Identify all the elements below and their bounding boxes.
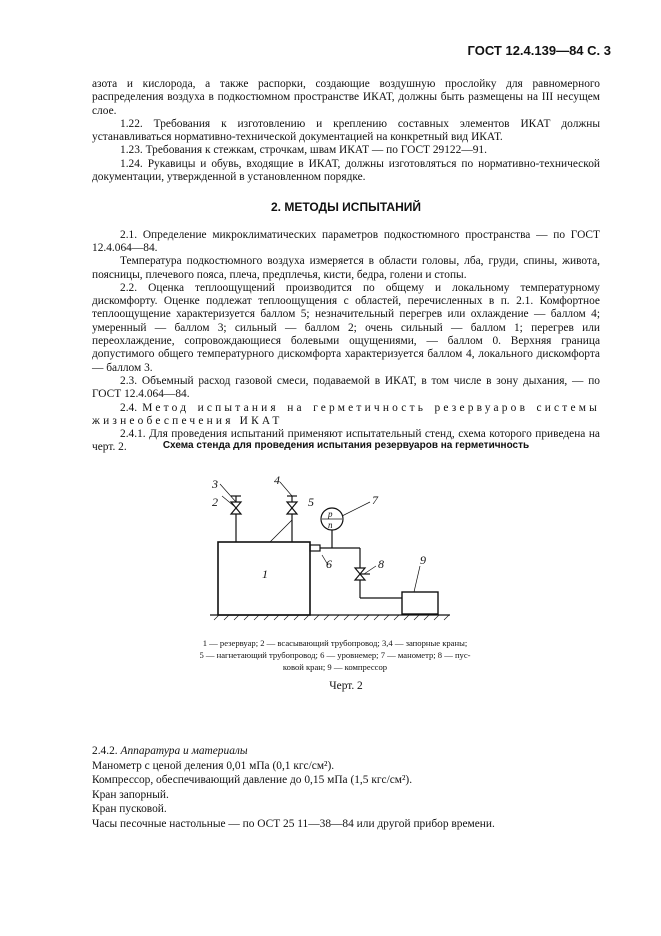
start-valve <box>355 568 370 580</box>
equipment-section <box>92 744 600 831</box>
paragraph-method <box>92 402 600 429</box>
label-level-gauge: 6 <box>326 557 332 571</box>
label-suction-pipe: 2 <box>212 495 218 509</box>
paragraph-equipment-heading <box>92 744 600 759</box>
equipment-item: Кран запорный. <box>92 788 169 801</box>
label-shutoff-valve-4: 4 <box>274 473 280 487</box>
page-header: ГОСТ 12.4.139—84 С. 3 <box>467 43 611 58</box>
test-stand-diagram <box>200 470 470 630</box>
equipment-item: Манометр с ценой деления 0,01 мПа (0,1 кгс/см²). <box>92 759 335 772</box>
paragraph: 1.22. Требования к изготовлению и креплению составных элементов ИКАТ должны устанавливаться нормативно-технической документацией на конкретный вид ИКАТ. <box>92 117 600 144</box>
diagram-title: Схема стенда для проведения испытания резервуаров на герметичность <box>162 440 530 451</box>
legend-line: ковой кран; 9 — компрессор <box>282 662 388 672</box>
manometer-mark-bottom: n <box>328 520 333 530</box>
body-text <box>92 78 600 455</box>
equipment-heading: Аппаратура и материалы <box>120 745 248 757</box>
section-heading: 2. МЕТОДЫ ИСПЫТАНИЙ <box>271 200 421 215</box>
label-shutoff-valve-3: 3 <box>212 477 218 491</box>
paragraph: 1.24. Рукавицы и обувь, входящие в ИКАТ, должны изготовляться по нормативно-технической документации, утвержденной в установленном порядке. <box>92 157 600 184</box>
diagram-legend <box>170 637 500 673</box>
figure-caption: Черт. 2 <box>329 680 363 692</box>
label-compressor: 9 <box>420 553 426 567</box>
legend-line: 1 — резервуар; 2 — всасывающий трубопровод; 3,4 — запорные краны; <box>202 638 468 648</box>
label-discharge-pipe: 5 <box>308 495 314 509</box>
method-title: Метод испытания на герметичность резервуаров системы жизнеобеспечения ИКАТ <box>92 401 600 427</box>
shutoff-valve-4 <box>287 496 297 514</box>
label-reservoir: 1 <box>262 567 268 581</box>
equipment-item: Компрессор, обеспечивающий давление до 0,15 мПа (1,5 кгс/см²). <box>92 774 413 786</box>
paragraph: 2.2. Оценка теплоощущений производится по общему и локальному температурному дискомфорту. Оценке подлежат теплоощущения с областей, перечисленных в п. 2.1. Комфортное теплоощущение характеризуется баллом 5; незначительный перегрев или охлаждение — баллом 4; умеренный — баллом 3; сильный — баллом 2; очень сильный — баллом 1; перегрев или переохлаждение, сопровождающиеся болевыми ощущениями, — баллом 0. Верхняя граница допустимого общего температурного дискомфорта характеризуется баллом 4, локального дискомфорта — баллом 3. <box>92 281 600 374</box>
paragraph: Температура подкостюмного воздуха измеряется в области головы, лба, груди, спины, живота, поясницы, плечевого пояса, плеча, предплечья, кисти, бедра, голени и стопы. <box>92 255 600 281</box>
level-gauge <box>310 545 320 551</box>
paragraph: 2.4.1. Для проведения испытаний применяют испытательный стенд, схема которого приведена на черт. 2. <box>92 428 600 454</box>
paragraph-number: 2.4.2. <box>92 745 118 757</box>
paragraph: азота и кислорода, а также распорки, создающие воздушную прослойку для равномерного распределения воздуха в подкостюмном пространстве ИКАТ, должны быть размещены на III несущем слое. <box>92 78 600 117</box>
equipment-item: Часы песочные настольные — по ОСТ 25 11—38—84 или другой прибор времени. <box>92 817 495 830</box>
manometer-mark-top: p <box>328 509 333 519</box>
paragraph-number: 2.4. <box>120 401 138 414</box>
label-manometer: 7 <box>372 493 378 507</box>
compressor <box>402 592 438 614</box>
label-start-valve: 8 <box>378 557 384 571</box>
legend-line: 5 — нагнетающий трубопровод; 6 — уровнемер; 7 — манометр; 8 — пус- <box>199 650 471 660</box>
paragraph: 2.3. Объемный расход газовой смеси, подаваемой в ИКАТ, в том числе в зону дыхания, — по ГОСТ 12.4.064—84. <box>92 374 600 401</box>
leader-line-5 <box>270 520 292 542</box>
paragraph: 1.23. Требования к стежкам, строчкам, швам ИКАТ — по ГОСТ 29122—91. <box>120 144 487 157</box>
equipment-item: Кран пусковой. <box>92 803 167 815</box>
paragraph: 2.1. Определение микроклиматических параметров подкостюмного пространства — по ГОСТ 12.4.064—84. <box>92 228 600 254</box>
